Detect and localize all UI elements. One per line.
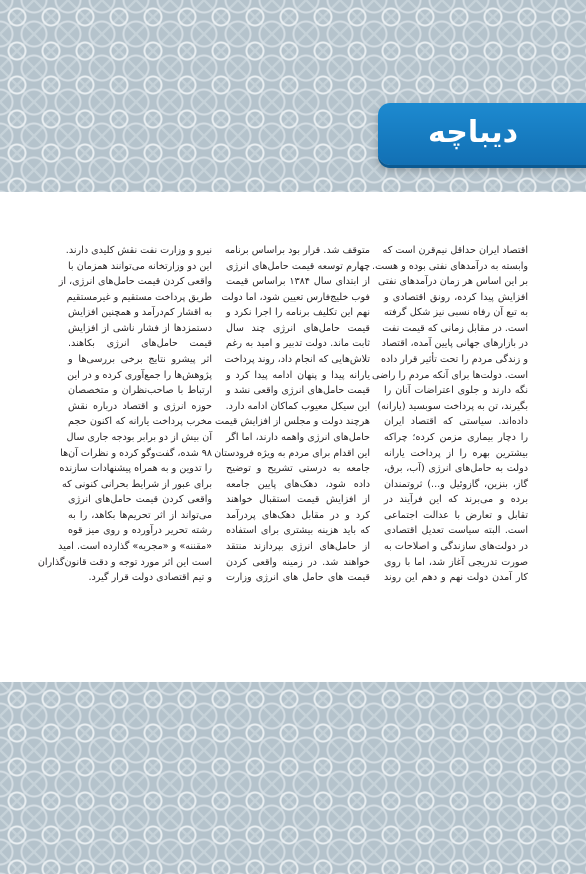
text-line: این سیکل معیوب کماکان ادامه دارد. [225, 400, 370, 412]
text-line: وابسته به درآمدهای نفتی بوده و هست. [372, 260, 528, 272]
text-line: برای عبور از شرایط بحرانی کنونی که [61, 478, 212, 490]
text-line: کار آمدن دولت نهم و دهم این روند [384, 572, 528, 584]
text-line: را دچار بیماری مزمن کرده؛ چراکه [384, 431, 528, 443]
decorative-pattern-bottom [0, 682, 586, 874]
text-line: صورت تدریجی آغاز شد، اما با روی [384, 556, 528, 568]
text-line: قیمت حامل‌های انرژی چند سال [226, 322, 370, 334]
text-line: نهم این تکلیف برنامه را اجرا نکرد و [226, 307, 370, 319]
text-line: قیمت حامل‌های انرژی بکاهند. [68, 338, 212, 350]
text-line: این دو وزارتخانه می‌توانند همزمان با [68, 260, 212, 272]
text-line: است. دولت‌ها برای آنکه مردم را راضی [371, 369, 528, 381]
text-line: چهارم توسعه قیمت حامل‌های انرژی [226, 260, 370, 272]
text-line: را تدوین و به همراه پیشنهادات سازنده [59, 463, 212, 475]
text-line: اثر پیشرو نتایج برخی بررسی‌ها و [68, 354, 212, 366]
text-line: این اقدام برای مردم به ویژه فرودستان [214, 447, 370, 459]
text-line: آن بیش از دو برابر بودجه جاری سال [66, 431, 212, 443]
text-column-1 [371, 243, 528, 668]
text-line: برده و می‌برند که این فرآیند در [384, 494, 528, 506]
text-line: یارانه پیدا و پنهان ادامه پیدا کرد و [226, 369, 370, 381]
text-line: حامل‌های انرژی واهمه دارند، اما اگر [226, 431, 370, 443]
text-line: متوقف شد. قرار بود براساس برنامه [224, 245, 370, 256]
text-line: در دولت‌های سازندگی و اصلاحات به [384, 540, 528, 552]
body-text [37, 243, 528, 668]
page-title: دیباچه [428, 115, 518, 150]
text-line: است. البته سیاست تعدیل اقتصادی [384, 525, 528, 537]
text-line: داده‌اند. سیاستی که اقتصاد ایران [384, 416, 528, 428]
text-line: در بازارهای جهانی پایین آمده، اقتصاد [381, 338, 528, 350]
text-line: مخرب پرداخت یارانه که اکنون حجم [68, 416, 212, 428]
text-line: حوزه انرژی و اقتصاد درباره نقش [68, 400, 212, 412]
text-line: نیرو و وزارت نفت نقش کلیدی دارند. [65, 245, 212, 256]
text-line: بیشترین بهره را از پرداخت یارانه [384, 447, 528, 459]
text-line: رشته تحریر درآورده و روی میز قوه [68, 525, 212, 537]
text-line: می‌تواند از اثر تحریم‌ها بکاهد، را به [68, 509, 212, 521]
text-column-3 [37, 243, 212, 668]
text-line: ارتباط با صاحب‌نظران و متخصصان [68, 385, 212, 397]
text-line: ثابت ماند. دولت تدبیر و امید به رغم [226, 338, 370, 350]
text-line: اقتصاد ایران حداقل نیم‌قرن است که [382, 245, 528, 256]
text-line: طریق پرداخت مستقیم و غیرمستقیم [66, 291, 212, 303]
text-line: افزایش پیدا کرده، رونق اقتصادی و [384, 291, 528, 303]
text-line: بر این اساس هر زمان درآمدهای نفتی [378, 276, 528, 288]
text-line: و زندگی مردم را تحت تأثیر قرار داده [381, 354, 528, 366]
text-line: کرد و در مقابل دهک‌های پردرآمد [226, 509, 370, 521]
text-line: به تبع آن رفاه نسبی نیز شکل گرفته [384, 307, 528, 319]
text-line: دولت به حامل‌های انرژی (آب، برق، [384, 463, 528, 475]
text-line: پژوهش‌ها را جمع‌آوری کرده و در این [67, 369, 212, 381]
text-line: نگه دارند و جلوی اعتراضات آنان را [384, 385, 528, 397]
text-line: خواهند شد. در زمینه واقعی کردن [226, 556, 370, 568]
text-line: است. در مقابل زمانی که قیمت نفت [382, 322, 528, 334]
text-line: هرچند دولت و مجلس از افزایش قیمت [215, 416, 370, 428]
text-line: واقعی کردن قیمت حامل‌های انرژی [68, 494, 212, 506]
text-line: از ابتدای سال ۱۳۸۴ براساس قیمت [226, 276, 370, 288]
text-line: «مقننه» و «مجریه» گذارده است. امید [58, 540, 212, 552]
text-line: جامعه به درستی تشریح و توضیح [226, 463, 370, 475]
text-line: از حامل‌های انرژی بپردازند منتقد [226, 540, 370, 552]
text-line: دستمزدها از فشار ناشی از افزایش [68, 322, 212, 334]
text-line: است این اثر مورد توجه و دقت قانون‌گذاران [37, 556, 212, 568]
text-line: به اقشار کم‌درآمد و همچنین افزایش [68, 307, 212, 319]
text-line: ۹۸ شده، گفت‌وگو کرده و نظرات آن‌ها [60, 447, 212, 459]
text-line: تلاش‌هایی که انجام داد، روند پرداخت [224, 354, 370, 366]
text-column-2 [214, 243, 370, 668]
text-line: و تیم اقتصادی دولت قرار گیرد. [88, 572, 212, 584]
text-line: که باید هزینه بیشتری برای استفاده [226, 525, 370, 537]
text-line: تقابل و تعارض با عدالت اجتماعی [384, 509, 528, 521]
text-line: بگیرند، تن به پرداخت سوبسید (یارانه) [377, 400, 528, 412]
title-banner [378, 103, 586, 165]
text-line: داده شود، دهک‌های پایین جامعه [226, 478, 370, 490]
text-line: از افزایش قیمت استقبال خواهند [226, 494, 370, 506]
text-line: فوب خلیج‌فارس تعیین شود، اما دولت [221, 291, 370, 303]
text-line: قیمت حامل‌های انرژی واقعی نشد و [226, 385, 370, 397]
text-line: گاز، بنزین، گازوئیل و...) ثروتمندان [384, 478, 528, 490]
text-line: واقعی کردن قیمت حامل‌های انرژی، از [58, 276, 212, 288]
text-line: قیمت های حامل های انرژی وزارت [226, 572, 370, 584]
